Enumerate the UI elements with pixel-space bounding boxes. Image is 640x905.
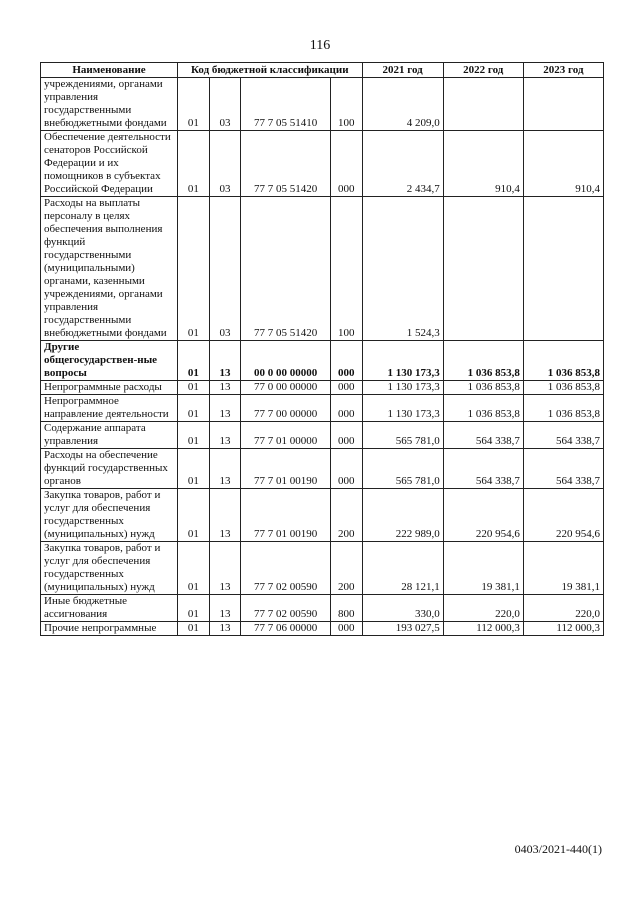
row-value-2023 bbox=[523, 78, 603, 131]
row-target-code: 77 7 01 00190 bbox=[241, 489, 331, 542]
row-name: Обеспечение деятельности сенаторов Российской Федерации и их помощников в субъектах Российской Федерации bbox=[41, 131, 178, 197]
page-number: 116 bbox=[309, 38, 331, 53]
row-name: Непрограммные расходы bbox=[41, 381, 178, 395]
row-target-code: 77 7 02 00590 bbox=[241, 595, 331, 622]
row-value-2022: 564 338,7 bbox=[443, 422, 523, 449]
row-subsection-code: 13 bbox=[209, 395, 241, 422]
row-expense-type-code: 000 bbox=[330, 622, 362, 636]
row-value-2023: 564 338,7 bbox=[523, 422, 603, 449]
row-value-2023: 1 036 853,8 bbox=[523, 341, 603, 381]
row-value-2021: 193 027,5 bbox=[362, 622, 443, 636]
row-value-2021: 1 130 173,3 bbox=[362, 395, 443, 422]
table-row bbox=[41, 381, 604, 395]
row-subsection-code: 13 bbox=[209, 542, 241, 595]
table-row bbox=[41, 341, 604, 381]
row-target-code: 77 7 01 00190 bbox=[241, 449, 331, 489]
row-name: учреждениями, органами управления государственными внебюджетными фондами bbox=[41, 78, 178, 131]
row-name: Иные бюджетные ассигнования bbox=[41, 595, 178, 622]
table-row bbox=[41, 422, 604, 449]
row-name: Прочие непрограммные bbox=[41, 622, 178, 636]
row-value-2021: 330,0 bbox=[362, 595, 443, 622]
row-subsection-code: 13 bbox=[209, 595, 241, 622]
table-row bbox=[41, 131, 604, 197]
row-section-code: 01 bbox=[178, 542, 210, 595]
row-expense-type-code: 800 bbox=[330, 595, 362, 622]
row-target-code: 77 7 00 00000 bbox=[241, 395, 331, 422]
row-section-code: 01 bbox=[178, 381, 210, 395]
row-value-2023: 19 381,1 bbox=[523, 542, 603, 595]
table-row bbox=[41, 622, 604, 636]
table-row bbox=[41, 78, 604, 131]
row-name: Содержание аппарата управления bbox=[41, 422, 178, 449]
row-value-2021: 1 130 173,3 bbox=[362, 341, 443, 381]
row-value-2021: 1 130 173,3 bbox=[362, 381, 443, 395]
row-section-code: 01 bbox=[178, 78, 210, 131]
row-value-2022: 220,0 bbox=[443, 595, 523, 622]
row-value-2022: 112 000,3 bbox=[443, 622, 523, 636]
row-value-2023: 1 036 853,8 bbox=[523, 395, 603, 422]
header-name: Наименование bbox=[41, 63, 178, 78]
table-row bbox=[41, 395, 604, 422]
row-expense-type-code: 200 bbox=[330, 489, 362, 542]
row-value-2022 bbox=[443, 78, 523, 131]
row-value-2021: 1 524,3 bbox=[362, 197, 443, 341]
row-subsection-code: 03 bbox=[209, 131, 241, 197]
row-section-code: 01 bbox=[178, 595, 210, 622]
row-section-code: 01 bbox=[178, 395, 210, 422]
row-subsection-code: 13 bbox=[209, 622, 241, 636]
row-value-2022: 1 036 853,8 bbox=[443, 341, 523, 381]
row-value-2022 bbox=[443, 197, 523, 341]
row-value-2021: 28 121,1 bbox=[362, 542, 443, 595]
row-value-2023: 220,0 bbox=[523, 595, 603, 622]
row-name: Расходы на обеспечение функций государственных органов bbox=[41, 449, 178, 489]
row-name: Другие общегосударствен-ные вопросы bbox=[41, 341, 178, 381]
document-code: 0403/2021-440(1) bbox=[514, 842, 602, 856]
row-value-2021: 565 781,0 bbox=[362, 422, 443, 449]
row-target-code: 77 7 02 00590 bbox=[241, 542, 331, 595]
row-section-code: 01 bbox=[178, 622, 210, 636]
row-value-2022: 1 036 853,8 bbox=[443, 381, 523, 395]
row-target-code: 77 7 06 00000 bbox=[241, 622, 331, 636]
row-subsection-code: 13 bbox=[209, 422, 241, 449]
row-value-2023: 220 954,6 bbox=[523, 489, 603, 542]
row-target-code: 77 7 05 51420 bbox=[241, 131, 331, 197]
row-target-code: 00 0 00 00000 bbox=[241, 341, 331, 381]
row-expense-type-code: 100 bbox=[330, 197, 362, 341]
row-value-2021: 222 989,0 bbox=[362, 489, 443, 542]
row-name: Закупка товаров, работ и услуг для обеспечения государственных (муниципальных) нужд bbox=[41, 489, 178, 542]
row-expense-type-code: 000 bbox=[330, 422, 362, 449]
row-value-2023: 112 000,3 bbox=[523, 622, 603, 636]
budget-table bbox=[40, 62, 604, 636]
header-2023: 2023 год bbox=[523, 63, 603, 78]
row-value-2022: 19 381,1 bbox=[443, 542, 523, 595]
table-row bbox=[41, 542, 604, 595]
row-expense-type-code: 000 bbox=[330, 449, 362, 489]
header-2022: 2022 год bbox=[443, 63, 523, 78]
row-expense-type-code: 000 bbox=[330, 395, 362, 422]
table-header-row bbox=[41, 63, 604, 78]
row-expense-type-code: 000 bbox=[330, 381, 362, 395]
row-subsection-code: 03 bbox=[209, 197, 241, 341]
row-name: Расходы на выплаты персоналу в целях обеспечения выполнения функций государственными (муниципальными) органами, казенными учреждениями, органами управления государственными внебюджетными фондами bbox=[41, 197, 178, 341]
row-value-2023: 910,4 bbox=[523, 131, 603, 197]
row-section-code: 01 bbox=[178, 489, 210, 542]
row-target-code: 77 0 00 00000 bbox=[241, 381, 331, 395]
row-value-2023: 564 338,7 bbox=[523, 449, 603, 489]
row-expense-type-code: 100 bbox=[330, 78, 362, 131]
row-section-code: 01 bbox=[178, 422, 210, 449]
row-value-2021: 2 434,7 bbox=[362, 131, 443, 197]
row-subsection-code: 03 bbox=[209, 78, 241, 131]
row-expense-type-code: 200 bbox=[330, 542, 362, 595]
row-target-code: 77 7 05 51420 bbox=[241, 197, 331, 341]
row-name: Закупка товаров, работ и услуг для обеспечения государственных (муниципальных) нужд bbox=[41, 542, 178, 595]
row-subsection-code: 13 bbox=[209, 489, 241, 542]
row-value-2021: 565 781,0 bbox=[362, 449, 443, 489]
header-code: Код бюджетной классификации bbox=[178, 63, 362, 78]
row-expense-type-code: 000 bbox=[330, 341, 362, 381]
row-value-2023 bbox=[523, 197, 603, 341]
row-value-2023: 1 036 853,8 bbox=[523, 381, 603, 395]
row-section-code: 01 bbox=[178, 197, 210, 341]
row-value-2022: 1 036 853,8 bbox=[443, 395, 523, 422]
header-2021: 2021 год bbox=[362, 63, 443, 78]
row-target-code: 77 7 01 00000 bbox=[241, 422, 331, 449]
row-value-2022: 220 954,6 bbox=[443, 489, 523, 542]
row-subsection-code: 13 bbox=[209, 341, 241, 381]
table-row bbox=[41, 595, 604, 622]
row-name: Непрограммное направление деятельности bbox=[41, 395, 178, 422]
row-subsection-code: 13 bbox=[209, 449, 241, 489]
row-expense-type-code: 000 bbox=[330, 131, 362, 197]
row-value-2021: 4 209,0 bbox=[362, 78, 443, 131]
row-target-code: 77 7 05 51410 bbox=[241, 78, 331, 131]
row-section-code: 01 bbox=[178, 341, 210, 381]
table-row bbox=[41, 489, 604, 542]
row-section-code: 01 bbox=[178, 449, 210, 489]
table-row bbox=[41, 449, 604, 489]
table-row bbox=[41, 197, 604, 341]
row-subsection-code: 13 bbox=[209, 381, 241, 395]
row-value-2022: 564 338,7 bbox=[443, 449, 523, 489]
row-section-code: 01 bbox=[178, 131, 210, 197]
row-value-2022: 910,4 bbox=[443, 131, 523, 197]
